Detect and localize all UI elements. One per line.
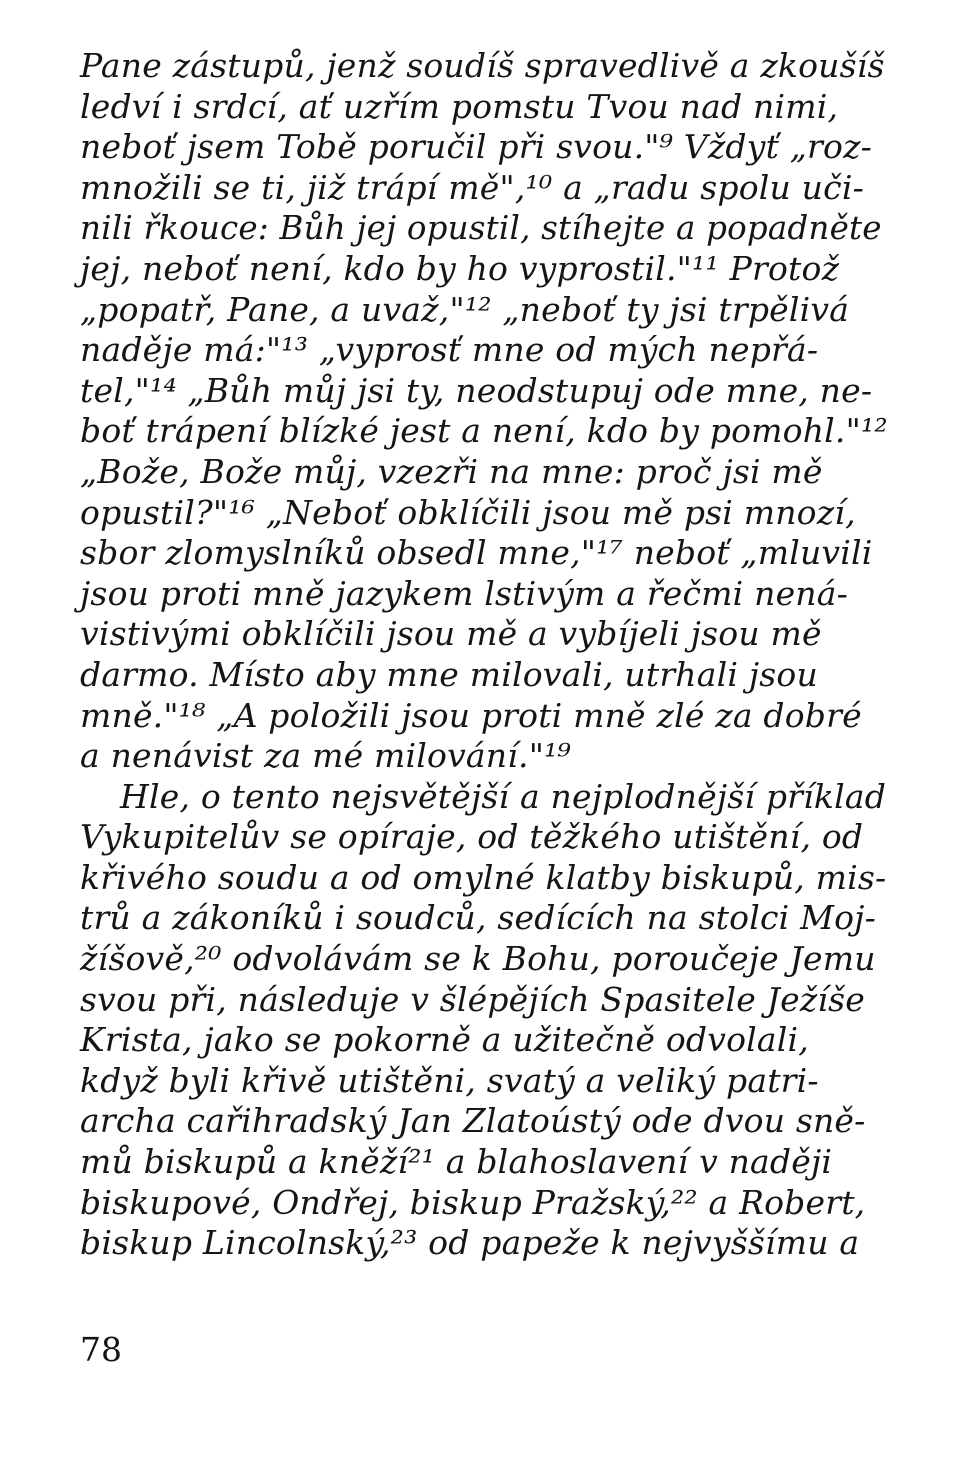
text-line: a nenávist za mé milování."¹⁹	[80, 736, 571, 776]
text-line: tel,"¹⁴ „Bůh můj jsi ty, neodstupuj ode mne, ne-	[80, 370, 873, 410]
text-line: vistivými obklíčili jsou mě a vybíjeli jsou mě	[80, 614, 822, 654]
text-line: Krista, jako se pokorně a užitečně odvolali,	[80, 1020, 809, 1060]
text-line: opustil?"¹⁶ „Neboť obklíčili jsou mě psi mnozí,	[80, 492, 856, 532]
text-line: nili řkouce: Bůh jej opustil, stíhejte a popadněte	[80, 209, 882, 248]
text-line: množili se ti, již trápí mě",¹⁰ a „radu spolu uči-	[80, 167, 864, 207]
text-line: biskup Lincolnský,²³ od papeže k nejvyššímu a	[80, 1223, 860, 1263]
text-line: boť trápení blízké jest a není, kdo by pomohl."¹²	[80, 411, 888, 451]
text-line: neboť jsem Tobě poručil při svou."⁹ Vždyť „roz-	[80, 127, 873, 167]
text-line: „Bože, Bože můj, vzezři na mne: proč jsi mě	[80, 451, 823, 491]
text-line: svou při, následuje v šlépějích Spasitele Ježíše	[80, 979, 866, 1019]
text-line: mů biskupů a kněží²¹ a blahoslavení v naději	[80, 1142, 833, 1182]
text-line: když byli křivě utištěni, svatý a veliký patri-	[80, 1060, 819, 1100]
text-line: darmo. Místo aby mne milovali, utrhali jsou	[80, 654, 818, 694]
text-line: křivého soudu a od omylné klatby biskupů, mis-	[80, 857, 887, 897]
paragraph-first-line: Hle, o tento nejsvětější a nejplodnější příklad	[120, 776, 887, 816]
page-number: 78	[80, 1330, 122, 1369]
text-line: ledví i srdcí, ať uzřím pomstu Tvou nad nimi,	[80, 86, 839, 126]
text-line: Vykupitelův se opíraje, od těžkého utištění, od	[80, 817, 864, 857]
text-line: žíšově,²⁰ odvolávám se k Bohu, poroučeje Jemu	[80, 939, 876, 979]
text-line: jsou proti mně jazykem lstivým a řečmi nená-	[80, 573, 848, 613]
text-line: „popatř, Pane, a uvaž,"¹² „neboť ty jsi trpělivá	[80, 289, 850, 329]
text-line: mně."¹⁸ „A položili jsou proti mně zlé za dobré	[80, 695, 862, 735]
text-line: archa cařihradský Jan Zlatoústý ode dvou sně-	[80, 1101, 866, 1141]
text-line: sbor zlomyslníků obsedl mne,"¹⁷ neboť „mluvili	[80, 533, 873, 573]
text-line: naděje má:"¹³ „vyprosť mne od mých nepřá-	[80, 330, 819, 370]
text-line: jej, neboť není, kdo by ho vyprostil."¹¹ Protož	[80, 248, 840, 288]
text-line: Pane zástupů, jenž soudíš spravedlivě a zkoušíš	[80, 46, 885, 85]
body-text	[80, 46, 892, 1264]
text-line: trů a zákoníků i soudců, sedících na stolci Moj-	[80, 898, 876, 938]
text-line: biskupové, Ondřej, biskup Pražský,²² a Robert,	[80, 1182, 866, 1222]
